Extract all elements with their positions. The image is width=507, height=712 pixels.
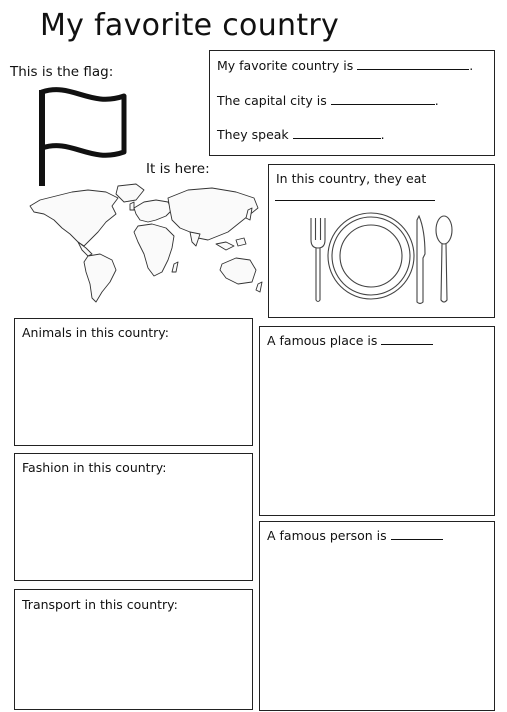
famous-person-box[interactable] [259,521,495,711]
food-blank[interactable] [275,200,435,201]
famous-place-line: A famous place is [267,333,433,348]
transport-box[interactable] [14,589,253,710]
famous-place-box[interactable] [259,326,495,516]
transport-label: Transport in this country: [22,597,178,612]
fashion-label: Fashion in this country: [22,460,167,475]
famous-person-blank[interactable] [391,528,443,540]
animals-box[interactable] [14,318,253,446]
map-label: It is here: [146,161,210,177]
info-box [209,50,495,156]
fashion-box[interactable] [14,453,253,581]
capital-city-blank[interactable] [331,93,435,105]
world-map-icon [26,180,266,308]
food-label: In this country, they eat [276,171,427,186]
famous-place-blank[interactable] [381,333,433,345]
flag-label: This is the flag: [10,64,114,80]
capital-city-line: The capital city is . [217,93,439,108]
favorite-country-line: My favorite country is . [217,58,474,73]
favorite-country-blank[interactable] [357,58,469,70]
food-box [268,164,495,318]
language-line: They speak . [217,127,385,142]
famous-person-line: A famous person is [267,528,443,543]
language-blank[interactable] [293,127,381,139]
place-setting-icon [305,210,455,305]
page-title: My favorite country [40,8,340,43]
flag-icon [32,86,132,190]
animals-label: Animals in this country: [22,325,169,340]
